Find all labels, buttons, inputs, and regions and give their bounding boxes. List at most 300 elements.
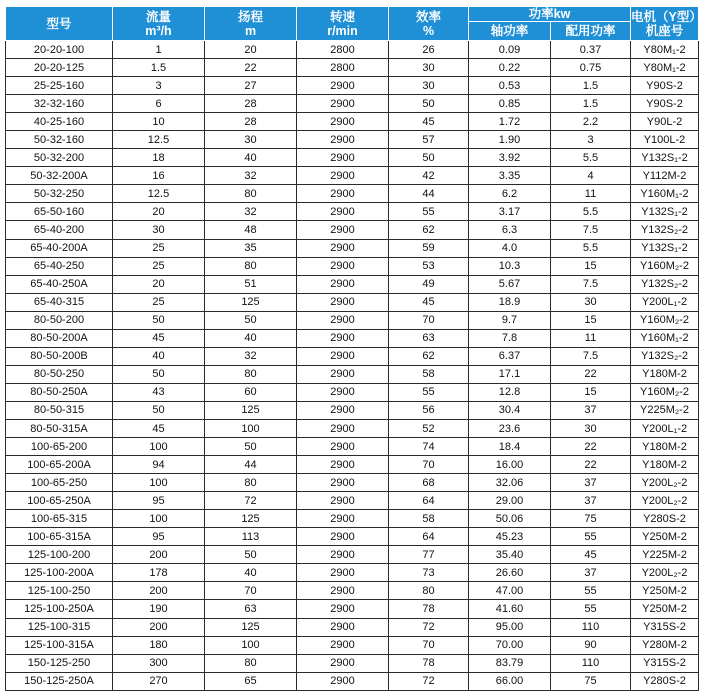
head-cell: 70	[205, 582, 297, 600]
header-head-label: 扬程	[237, 9, 263, 24]
efficiency-cell: 70	[389, 311, 469, 329]
motor-power-cell: 55	[551, 582, 631, 600]
motor-power-cell: 30	[551, 293, 631, 311]
model-cell: 100-65-250A	[6, 492, 113, 510]
shaft-power-cell: 3.92	[469, 149, 551, 167]
shaft-power-cell: 35.40	[469, 546, 551, 564]
motor-power-cell: 75	[551, 510, 631, 528]
header-motor-frame: 机座号	[645, 23, 684, 38]
motor-frame-cell: Y180M-2	[631, 438, 699, 456]
speed-cell: 2800	[297, 41, 389, 59]
motor-power-cell: 1.5	[551, 77, 631, 95]
shaft-power-cell: 66.00	[469, 672, 551, 690]
table-body	[6, 41, 699, 691]
head-cell: 50	[205, 546, 297, 564]
model-cell: 50-32-160	[6, 131, 113, 149]
shaft-power-cell: 29.00	[469, 492, 551, 510]
flow-cell: 40	[113, 347, 205, 365]
motor-frame-cell: Y132S₁-2	[631, 203, 699, 221]
head-cell: 20	[205, 41, 297, 59]
flow-cell: 43	[113, 383, 205, 401]
flow-cell: 45	[113, 329, 205, 347]
header-head-unit: m	[244, 23, 257, 38]
table-row	[6, 239, 699, 257]
model-cell: 65-40-200A	[6, 239, 113, 257]
motor-frame-cell: Y200L₂-2	[631, 564, 699, 582]
table-row	[6, 492, 699, 510]
head-cell: 28	[205, 113, 297, 131]
motor-power-cell: 0.37	[551, 41, 631, 59]
motor-power-cell: 2.2	[551, 113, 631, 131]
model-cell: 80-50-250	[6, 365, 113, 383]
head-cell: 50	[205, 311, 297, 329]
shaft-power-cell: 95.00	[469, 618, 551, 636]
table-row	[6, 528, 699, 546]
flow-cell: 6	[113, 95, 205, 113]
shaft-power-cell: 18.9	[469, 293, 551, 311]
table-row	[6, 474, 699, 492]
head-cell: 22	[205, 59, 297, 77]
motor-frame-cell: Y200L₂-2	[631, 492, 699, 510]
motor-frame-cell: Y200L₂-2	[631, 474, 699, 492]
motor-power-cell: 7.5	[551, 221, 631, 239]
efficiency-cell: 44	[389, 185, 469, 203]
speed-cell: 2900	[297, 185, 389, 203]
header-efficiency-unit: %	[422, 23, 435, 38]
flow-cell: 94	[113, 456, 205, 474]
head-cell: 35	[205, 239, 297, 257]
efficiency-cell: 58	[389, 510, 469, 528]
shaft-power-cell: 70.00	[469, 636, 551, 654]
model-cell: 65-50-160	[6, 203, 113, 221]
flow-cell: 25	[113, 257, 205, 275]
motor-frame-cell: Y315S-2	[631, 654, 699, 672]
shaft-power-cell: 16.00	[469, 456, 551, 474]
shaft-power-cell: 4.0	[469, 239, 551, 257]
motor-frame-cell: Y160M₂-2	[631, 311, 699, 329]
shaft-power-cell: 0.53	[469, 77, 551, 95]
efficiency-cell: 53	[389, 257, 469, 275]
shaft-power-cell: 3.17	[469, 203, 551, 221]
flow-cell: 20	[113, 275, 205, 293]
model-cell: 80-50-200B	[6, 347, 113, 365]
efficiency-cell: 62	[389, 347, 469, 365]
head-cell: 113	[205, 528, 297, 546]
speed-cell: 2900	[297, 564, 389, 582]
speed-cell: 2900	[297, 221, 389, 239]
flow-cell: 200	[113, 546, 205, 564]
motor-power-cell: 37	[551, 492, 631, 510]
flow-cell: 25	[113, 293, 205, 311]
motor-power-cell: 11	[551, 329, 631, 347]
efficiency-cell: 52	[389, 419, 469, 437]
motor-frame-cell: Y160M₁-2	[631, 329, 699, 347]
table-row	[6, 600, 699, 618]
header-motor-label: 电机（Y型）	[631, 9, 702, 24]
motor-frame-cell: Y80M₁-2	[631, 41, 699, 59]
head-cell: 80	[205, 365, 297, 383]
efficiency-cell: 56	[389, 401, 469, 419]
table-row	[6, 41, 699, 59]
speed-cell: 2900	[297, 275, 389, 293]
table-row	[6, 257, 699, 275]
head-cell: 100	[205, 636, 297, 654]
motor-power-cell: 110	[551, 654, 631, 672]
speed-cell: 2900	[297, 401, 389, 419]
motor-power-cell: 45	[551, 546, 631, 564]
table-row	[6, 329, 699, 347]
efficiency-cell: 58	[389, 365, 469, 383]
speed-cell: 2900	[297, 419, 389, 437]
table-row	[6, 59, 699, 77]
shaft-power-cell: 30.4	[469, 401, 551, 419]
motor-frame-cell: Y132S₂-2	[631, 221, 699, 239]
motor-frame-cell: Y200L₁-2	[631, 293, 699, 311]
efficiency-cell: 77	[389, 546, 469, 564]
motor-frame-cell: Y180M-2	[631, 365, 699, 383]
head-cell: 125	[205, 401, 297, 419]
flow-cell: 45	[113, 419, 205, 437]
flow-cell: 12.5	[113, 131, 205, 149]
model-cell: 65-40-250	[6, 257, 113, 275]
motor-power-cell: 37	[551, 564, 631, 582]
motor-frame-cell: Y100L-2	[631, 131, 699, 149]
model-cell: 100-65-200	[6, 438, 113, 456]
pump-spec-table	[5, 6, 702, 691]
efficiency-cell: 72	[389, 672, 469, 690]
model-cell: 150-125-250	[6, 654, 113, 672]
efficiency-cell: 50	[389, 149, 469, 167]
shaft-power-cell: 1.72	[469, 113, 551, 131]
shaft-power-cell: 0.09	[469, 41, 551, 59]
motor-power-cell: 1.5	[551, 95, 631, 113]
header-speed	[297, 7, 389, 41]
speed-cell: 2900	[297, 257, 389, 275]
head-cell: 80	[205, 185, 297, 203]
header-flow	[113, 7, 205, 41]
head-cell: 72	[205, 492, 297, 510]
model-cell: 40-25-160	[6, 113, 113, 131]
efficiency-cell: 64	[389, 492, 469, 510]
table-header	[6, 7, 702, 41]
motor-frame-cell: Y132S₁-2	[631, 149, 699, 167]
speed-cell: 2800	[297, 59, 389, 77]
table-row	[6, 95, 699, 113]
motor-power-cell: 22	[551, 365, 631, 383]
spec-table-container	[5, 6, 702, 691]
flow-cell: 300	[113, 654, 205, 672]
table-row	[6, 672, 699, 690]
table-row	[6, 582, 699, 600]
shaft-power-cell: 3.35	[469, 167, 551, 185]
model-cell: 100-65-250	[6, 474, 113, 492]
flow-cell: 10	[113, 113, 205, 131]
motor-power-cell: 75	[551, 672, 631, 690]
efficiency-cell: 42	[389, 167, 469, 185]
shaft-power-cell: 12.8	[469, 383, 551, 401]
flow-cell: 200	[113, 618, 205, 636]
motor-frame-cell: Y280M-2	[631, 636, 699, 654]
model-cell: 100-65-200A	[6, 456, 113, 474]
shaft-power-cell: 6.3	[469, 221, 551, 239]
head-cell: 65	[205, 672, 297, 690]
model-cell: 100-65-315A	[6, 528, 113, 546]
flow-cell: 25	[113, 239, 205, 257]
table-row	[6, 654, 699, 672]
header-flow-unit: m³/h	[145, 23, 172, 38]
motor-power-cell: 30	[551, 419, 631, 437]
speed-cell: 2900	[297, 618, 389, 636]
speed-cell: 2900	[297, 636, 389, 654]
table-row	[6, 275, 699, 293]
head-cell: 100	[205, 419, 297, 437]
speed-cell: 2900	[297, 293, 389, 311]
flow-cell: 50	[113, 401, 205, 419]
motor-frame-cell: Y80M₁-2	[631, 59, 699, 77]
motor-frame-cell: Y160M₁-2	[631, 185, 699, 203]
shaft-power-cell: 32.06	[469, 474, 551, 492]
head-cell: 50	[205, 438, 297, 456]
table-row	[6, 419, 699, 437]
header-motor	[631, 7, 702, 41]
motor-power-cell: 5.5	[551, 149, 631, 167]
head-cell: 32	[205, 167, 297, 185]
motor-frame-cell: Y280S-2	[631, 672, 699, 690]
motor-power-cell: 4	[551, 167, 631, 185]
model-cell: 125-100-200	[6, 546, 113, 564]
flow-cell: 270	[113, 672, 205, 690]
speed-cell: 2900	[297, 438, 389, 456]
header-model	[6, 7, 113, 41]
motor-power-cell: 0.75	[551, 59, 631, 77]
model-cell: 20-20-125	[6, 59, 113, 77]
efficiency-cell: 72	[389, 618, 469, 636]
shaft-power-cell: 45.23	[469, 528, 551, 546]
table-row	[6, 546, 699, 564]
efficiency-cell: 30	[389, 77, 469, 95]
flow-cell: 190	[113, 600, 205, 618]
flow-cell: 20	[113, 203, 205, 221]
speed-cell: 2900	[297, 600, 389, 618]
motor-power-cell: 7.5	[551, 275, 631, 293]
model-cell: 80-50-250A	[6, 383, 113, 401]
motor-power-cell: 15	[551, 311, 631, 329]
motor-frame-cell: Y180M-2	[631, 456, 699, 474]
table-row	[6, 401, 699, 419]
header-model-label: 型号	[46, 16, 72, 31]
efficiency-cell: 70	[389, 456, 469, 474]
flow-cell: 1	[113, 41, 205, 59]
table-row	[6, 77, 699, 95]
speed-cell: 2900	[297, 329, 389, 347]
shaft-power-cell: 17.1	[469, 365, 551, 383]
model-cell: 25-25-160	[6, 77, 113, 95]
speed-cell: 2900	[297, 383, 389, 401]
table-row	[6, 131, 699, 149]
flow-cell: 3	[113, 77, 205, 95]
speed-cell: 2900	[297, 311, 389, 329]
flow-cell: 1.5	[113, 59, 205, 77]
table-row	[6, 456, 699, 474]
speed-cell: 2900	[297, 113, 389, 131]
shaft-power-cell: 23.6	[469, 419, 551, 437]
flow-cell: 200	[113, 582, 205, 600]
shaft-power-cell: 47.00	[469, 582, 551, 600]
model-cell: 150-125-250A	[6, 672, 113, 690]
efficiency-cell: 62	[389, 221, 469, 239]
head-cell: 80	[205, 654, 297, 672]
efficiency-cell: 63	[389, 329, 469, 347]
speed-cell: 2900	[297, 456, 389, 474]
motor-frame-cell: Y90S-2	[631, 77, 699, 95]
efficiency-cell: 64	[389, 528, 469, 546]
head-cell: 80	[205, 474, 297, 492]
motor-frame-cell: Y250M-2	[631, 528, 699, 546]
shaft-power-cell: 50.06	[469, 510, 551, 528]
table-row	[6, 203, 699, 221]
table-row	[6, 510, 699, 528]
head-cell: 27	[205, 77, 297, 95]
motor-power-cell: 55	[551, 600, 631, 618]
table-row	[6, 113, 699, 131]
flow-cell: 12.5	[113, 185, 205, 203]
head-cell: 51	[205, 275, 297, 293]
model-cell: 50-32-250	[6, 185, 113, 203]
efficiency-cell: 68	[389, 474, 469, 492]
motor-power-cell: 15	[551, 383, 631, 401]
motor-frame-cell: Y225M₂-2	[631, 401, 699, 419]
model-cell: 65-40-315	[6, 293, 113, 311]
table-row	[6, 149, 699, 167]
motor-frame-cell: Y315S-2	[631, 618, 699, 636]
motor-frame-cell: Y90S-2	[631, 95, 699, 113]
head-cell: 28	[205, 95, 297, 113]
header-flow-label: 流量	[145, 9, 171, 24]
head-cell: 125	[205, 293, 297, 311]
motor-power-cell: 55	[551, 528, 631, 546]
shaft-power-cell: 7.8	[469, 329, 551, 347]
model-cell: 50-32-200A	[6, 167, 113, 185]
efficiency-cell: 26	[389, 41, 469, 59]
motor-power-cell: 3	[551, 131, 631, 149]
motor-power-cell: 7.5	[551, 347, 631, 365]
flow-cell: 30	[113, 221, 205, 239]
speed-cell: 2900	[297, 365, 389, 383]
table-row	[6, 347, 699, 365]
model-cell: 125-100-315	[6, 618, 113, 636]
shaft-power-cell: 0.85	[469, 95, 551, 113]
motor-power-cell: 22	[551, 438, 631, 456]
motor-power-cell: 22	[551, 456, 631, 474]
speed-cell: 2900	[297, 95, 389, 113]
speed-cell: 2900	[297, 347, 389, 365]
efficiency-cell: 45	[389, 293, 469, 311]
motor-frame-cell: Y160M₂-2	[631, 383, 699, 401]
head-cell: 40	[205, 329, 297, 347]
speed-cell: 2900	[297, 203, 389, 221]
header-motor-power	[551, 22, 631, 41]
table-row	[6, 383, 699, 401]
header-shaft-power	[469, 22, 551, 41]
table-row	[6, 311, 699, 329]
efficiency-cell: 78	[389, 600, 469, 618]
motor-frame-cell: Y132S₂-2	[631, 275, 699, 293]
head-cell: 125	[205, 510, 297, 528]
model-cell: 80-50-315	[6, 401, 113, 419]
flow-cell: 18	[113, 149, 205, 167]
motor-frame-cell: Y250M-2	[631, 582, 699, 600]
table-row	[6, 636, 699, 654]
shaft-power-cell: 10.3	[469, 257, 551, 275]
motor-frame-cell: Y280S-2	[631, 510, 699, 528]
motor-power-cell: 5.5	[551, 203, 631, 221]
flow-cell: 100	[113, 474, 205, 492]
head-cell: 48	[205, 221, 297, 239]
model-cell: 80-50-315A	[6, 419, 113, 437]
head-cell: 80	[205, 257, 297, 275]
model-cell: 65-40-200	[6, 221, 113, 239]
efficiency-cell: 30	[389, 59, 469, 77]
shaft-power-cell: 6.2	[469, 185, 551, 203]
model-cell: 20-20-100	[6, 41, 113, 59]
motor-frame-cell: Y90L-2	[631, 113, 699, 131]
efficiency-cell: 49	[389, 275, 469, 293]
efficiency-cell: 55	[389, 383, 469, 401]
head-cell: 125	[205, 618, 297, 636]
flow-cell: 100	[113, 510, 205, 528]
speed-cell: 2900	[297, 582, 389, 600]
head-cell: 44	[205, 456, 297, 474]
head-cell: 40	[205, 149, 297, 167]
table-row	[6, 167, 699, 185]
header-efficiency	[389, 7, 469, 41]
motor-frame-cell: Y112M-2	[631, 167, 699, 185]
model-cell: 125-100-250A	[6, 600, 113, 618]
model-cell: 125-100-315A	[6, 636, 113, 654]
efficiency-cell: 74	[389, 438, 469, 456]
shaft-power-cell: 26.60	[469, 564, 551, 582]
motor-power-cell: 11	[551, 185, 631, 203]
motor-power-cell: 90	[551, 636, 631, 654]
efficiency-cell: 45	[389, 113, 469, 131]
flow-cell: 178	[113, 564, 205, 582]
shaft-power-cell: 18.4	[469, 438, 551, 456]
table-row	[6, 365, 699, 383]
header-speed-label: 转速	[329, 9, 355, 24]
shaft-power-cell: 41.60	[469, 600, 551, 618]
speed-cell: 2900	[297, 672, 389, 690]
header-head	[205, 7, 297, 41]
head-cell: 30	[205, 131, 297, 149]
model-cell: 125-100-250	[6, 582, 113, 600]
table-row	[6, 618, 699, 636]
shaft-power-cell: 1.90	[469, 131, 551, 149]
efficiency-cell: 50	[389, 95, 469, 113]
speed-cell: 2900	[297, 77, 389, 95]
model-cell: 80-50-200A	[6, 329, 113, 347]
motor-frame-cell: Y250M-2	[631, 600, 699, 618]
speed-cell: 2900	[297, 167, 389, 185]
flow-cell: 50	[113, 365, 205, 383]
speed-cell: 2900	[297, 492, 389, 510]
speed-cell: 2900	[297, 149, 389, 167]
motor-power-cell: 37	[551, 474, 631, 492]
model-cell: 32-32-160	[6, 95, 113, 113]
model-cell: 100-65-315	[6, 510, 113, 528]
header-power-label: 功率kw	[528, 7, 571, 21]
table-row	[6, 564, 699, 582]
flow-cell: 16	[113, 167, 205, 185]
